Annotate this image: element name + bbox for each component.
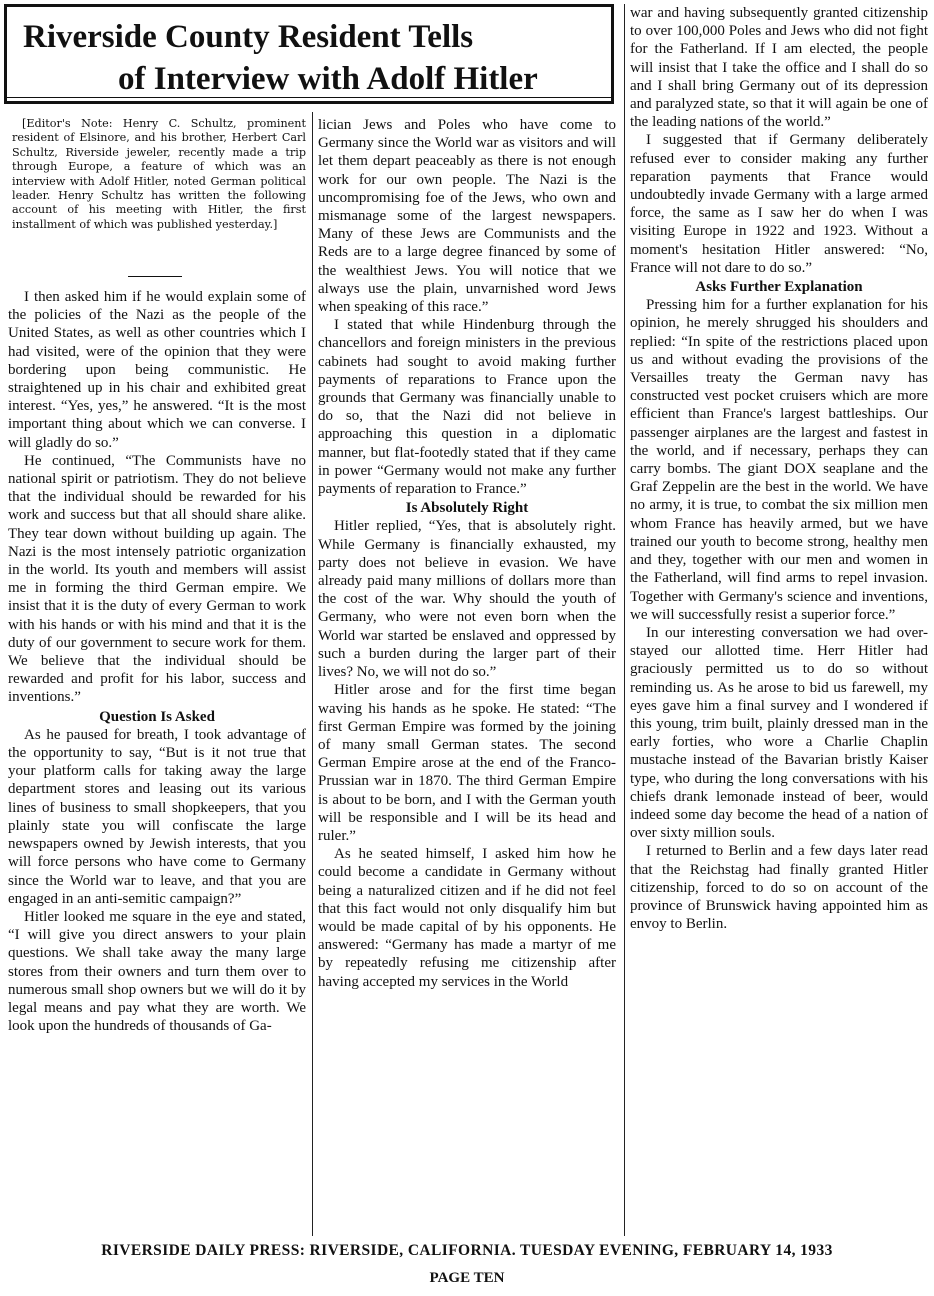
paragraph: I stated that while Hindenburg through the chancellors and foreign ministers in the previous cabinets had sought to avoid making further payments of reparations to France upon the grounds that Germany was financially unable to do so, that the Nazi did not believe in approaching this question in a diplomatic manner, but flat-footedly stated that if they came in power “Germany would not make any further payments of reparation to France.” — [318, 317, 616, 498]
paragraph: I then asked him if he would explain some of the policies of the Nazi as the people of the United States, as well as other countries which I had visited, were of the opinion that they were bordering upon being communistic. He straightened up in his chair and exhibited great interest. “Yes, yes,” he answered. “It is the most important thing about which we can converse. I will gladly do so.” — [8, 289, 306, 451]
column-divider-1 — [312, 112, 313, 1236]
paragraph: Pressing him for a further explanation for his opinion, he merely shrugged his shoulders and replied: “In spite of the restrictions placed upon us and without evading the provisions of the Versailles treaty the German navy has constructed vest pocket cruisers which are more efficient than France's largest battleships. Our passenger airplanes are the largest and fastest in the world, and if necessary, perhaps they can carry bombs. The giant DOX seaplane and the Graf Zeppelin are the best in the world. We have no army, it is true, to combat the six million men whom France has heavily armed, but we have trained our youth to become strong, healthy men and they, together with our men and women in the Fatherland, will find arms to repel invasion. Together with Germany's science and inventions, we will successfully resist a superior force.” — [630, 297, 928, 623]
paragraph: I suggested that if Germany deliberately refused ever to consider making any further reparation payments that France would undoubtedly invade Germany with a large armed force, the same as I saw her do when I was visiting Europe in 1922 and 1923. Without a moment's hesitation Hitler answered: “No, France will not dare to do so.” — [630, 132, 928, 276]
editors-note — [12, 117, 306, 232]
paragraph: Hitler arose and for the first time began waving his hands as he spoke. He stated: “The first German Empire was formed by the joining of many small German states. The second German Empire arose at the end of the Franco-Prussian war in 1870. The third German Empire is about to be born, and I with the German youth will be responsible and I will be its head and ruler.” — [318, 682, 616, 844]
footer-page-number: PAGE TEN — [429, 1270, 505, 1286]
editors-note-text: [Editor's Note: Henry C. Schultz, prominent resident of Elsinore, and his brother, Herbert Carl Schultz, Riverside jeweler, recently made a trip through Europe, a feature of which was an interview with Adolf Hitler, noted German political leader. Henry Schultz has written the following account of his meeting with Hitler, the first installment of which was published yesterday.] — [12, 117, 306, 231]
subhead-question-is-asked: Question Is Asked — [99, 708, 215, 725]
article-column-1 — [8, 288, 306, 1035]
subhead-asks-further-explanation: Asks Further Explanation — [695, 279, 863, 296]
column-divider-2 — [624, 4, 625, 1236]
paragraph: He continued, “The Communists have no national spirit or patriotism. They do not believe that the individual should be rewarded for his work and success but that all should share alike. They tear down without building up again. The Nazi is the most intensely patriotic organization in the world. Its youth and members will assist me in forming the third German empire. We insist that it is the duty of every German to work with his hands or with his mind and that it is the duty of our government to secure work for them. We believe that the individual should be rewarded and profit for his labor, success and inventions.” — [8, 452, 306, 706]
subhead-is-absolutely-right: Is Absolutely Right — [405, 500, 529, 517]
paragraph: Hitler replied, “Yes, that is absolutely right. While Germany is financially exhausted, my party does not believe in evasion. We have already paid many millions of dollars more than the cost of the war. Why should the youth of Germany, who were not even born when the World war started be enslaved and oppressed by such a burden during the larger part of their lives? No, we will not do so.” — [318, 518, 616, 681]
headline-line-2: of Interview with Adolf Hitler — [118, 61, 538, 97]
headline-rule — [7, 97, 611, 98]
paragraph: As he seated himself, I asked him how he could become a candidate in Germany without being a naturalized citizen and if he did not feel that this fact would not only disqualify him but would be made capital of by his opponents. He answered: “Germany has made a martyr of me by repeatedly refusing me citizenship after having accepted my services in the World — [318, 846, 616, 990]
article-column-3 — [630, 4, 928, 933]
article-column-2 — [318, 116, 616, 991]
paragraph: In our interesting conversation we had over-stayed our allotted time. Herr Hitler had graciously permitted us to do so without reminding us. As he arose to bid us farewell, my eyes gave him a final survey and I wondered if this young, trim built, plainly dressed man in the early forties, who wore a Charlie Chaplin mustache instead of the Bavarian bristly Kaiser type, who during the long conversations with his chiefs drank lemonade instead of beer, would indeed some day become the head of a nation of over sixty million souls. — [630, 624, 928, 842]
headline-box — [4, 4, 614, 104]
paragraph: lician Jews and Poles who have come to Germany since the World war as visitors and will let them depart peaceably as there is not enough work for our own people. The Nazi is the uncompromising foe of the Jews, who own and mismanage some of the largest newspapers. Many of these Jews are Communists and the Reds are to a large degree financed by some of the wealthiest Jews. You will notice that we always use the plain, unvarnished word Jews when speaking of this race.” — [318, 117, 616, 316]
paragraph: I returned to Berlin and a few days later read that the Reichstag had finally granted Hitler citizenship, forced to do so on account of the province of Brunswick having appointed him as envoy to Berlin. — [630, 843, 928, 933]
paragraph: Hitler looked me square in the eye and stated, “I will give you direct answers to your plain questions. We shall take away the many large stores from their owners and turn them over to numerous small shop owners but we will do it by legal means and pay what they are worth. We look upon the hundreds of thousands of Ga- — [8, 908, 306, 1035]
paragraph: As he paused for breath, I took advantage of the opportunity to say, “But is it not true that your platform calls for taking away the large department stores and leasing out its various lines of business to small shopkeepers, that you plainly state you will confiscate the large newspapers owned by Jewish interests, that you will force persons who have come to Germany since the World war to leave, and that you are engaged in an anti-semitic campaign?” — [8, 726, 306, 907]
footer-masthead: RIVERSIDE DAILY PRESS: RIVERSIDE, CALIFORNIA. TUESDAY EVENING, FEBRUARY 14, 1933 — [101, 1242, 833, 1259]
paragraph: war and having subsequently granted citizenship to over 100,000 Poles and Jews who did not fight for the Fatherland. If I am elected, the people will insist that I take the office and I shall do so and I shall bring Germany out of its depression and paralyzed state, so that it will again be one of the leading nations of the world.” — [630, 5, 928, 131]
note-divider — [128, 276, 182, 277]
headline-line-1: Riverside County Resident Tells — [23, 19, 474, 55]
